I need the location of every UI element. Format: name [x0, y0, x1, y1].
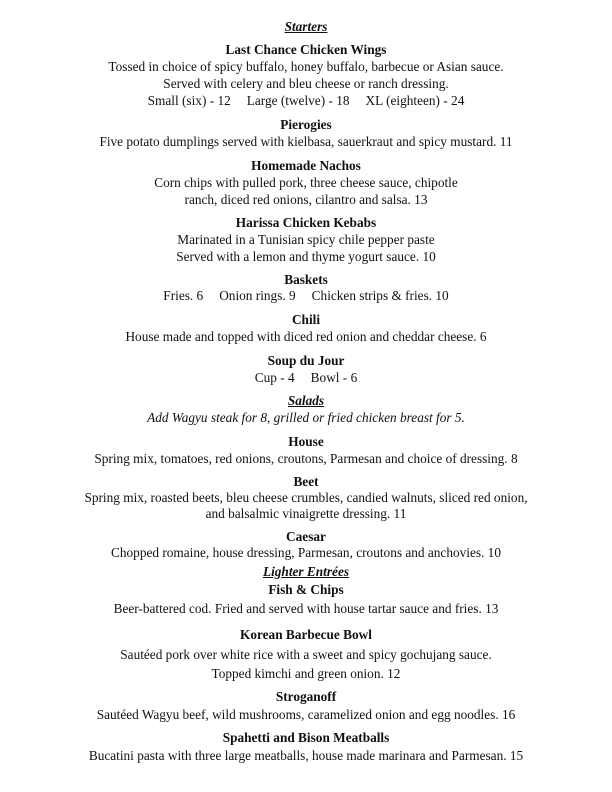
- item-name: Stroganoff: [275, 689, 337, 704]
- item-description: Five potato dumplings served with kielbasa, sauerkraut and spicy mustard. 11: [99, 134, 513, 149]
- section-note: Add Wagyu steak for 8, grilled or fried chicken breast for 5.: [147, 410, 465, 425]
- item-description: Spring mix, tomatoes, red onions, croutons, Parmesan and choice of dressing. 8: [94, 451, 518, 466]
- item-description: Topped kimchi and green onion. 12: [211, 666, 401, 681]
- item-name: Spahetti and Bison Meatballs: [222, 730, 390, 745]
- section-title-starters: Starters: [284, 19, 328, 34]
- item-description: Tossed in choice of spicy buffalo, honey buffalo, barbecue or Asian sauce.: [108, 59, 504, 74]
- item-description: Chopped romaine, house dressing, Parmesan, croutons and anchovies. 10: [111, 545, 501, 560]
- item-name: Fish & Chips: [268, 582, 344, 597]
- item-name: Harissa Chicken Kebabs: [235, 215, 377, 230]
- item-name: Homemade Nachos: [251, 158, 361, 173]
- price-option: Cup - 4: [254, 370, 295, 385]
- price-option: Chicken strips & fries. 10: [311, 288, 449, 303]
- item-description: Sautéed Wagyu beef, wild mushrooms, caramelized onion and egg noodles. 16: [96, 707, 516, 722]
- item-name: Baskets: [284, 272, 328, 287]
- item-name: Last Chance Chicken Wings: [225, 42, 387, 57]
- item-description: Marinated in a Tunisian spicy chile pepper paste: [177, 232, 435, 247]
- section-title-salads: Salads: [287, 393, 325, 408]
- price-option: Large (twelve) - 18: [246, 93, 350, 108]
- item-description: Corn chips with pulled pork, three cheese sauce, chipotle: [154, 175, 458, 190]
- item-name: House: [288, 434, 324, 449]
- item-name: Korean Barbecue Bowl: [240, 627, 372, 642]
- item-description: and balsalmic vinaigrette dressing. 11: [205, 506, 407, 521]
- item-price-options: [0, 370, 612, 386]
- item-description: Sautéed pork over white rice with a sweet and spicy gochujang sauce.: [120, 647, 492, 662]
- item-name: Caesar: [286, 529, 326, 544]
- item-description: ranch, diced red onions, cilantro and salsa. 13: [184, 192, 428, 207]
- item-description: Served with celery and bleu cheese or ranch dressing.: [163, 76, 449, 91]
- item-description: House made and topped with diced red onion and cheddar cheese. 6: [125, 329, 487, 344]
- item-name: Soup du Jour: [267, 353, 345, 368]
- item-name: Beet: [293, 474, 319, 489]
- item-name: Chili: [291, 312, 321, 327]
- item-description: Bucatini pasta with three large meatballs, house made marinara and Parmesan. 15: [88, 748, 524, 763]
- item-description: Spring mix, roasted beets, bleu cheese crumbles, candied walnuts, sliced red onion,: [84, 490, 528, 505]
- price-option: Bowl - 6: [310, 370, 358, 385]
- item-price-options: [0, 288, 612, 304]
- price-option: Small (six) - 12: [147, 93, 231, 108]
- item-name: Pierogies: [280, 117, 332, 132]
- price-option: Fries. 6: [163, 288, 204, 303]
- price-option: XL (eighteen) - 24: [365, 93, 465, 108]
- price-option: Onion rings. 9: [219, 288, 296, 303]
- item-description: Beer-battered cod. Fried and served with house tartar sauce and fries. 13: [113, 601, 499, 616]
- item-description: Served with a lemon and thyme yogurt sauce. 10: [176, 249, 436, 264]
- item-price-options: [0, 93, 612, 109]
- section-title-lighter-entrees: Lighter Entrées: [262, 564, 350, 579]
